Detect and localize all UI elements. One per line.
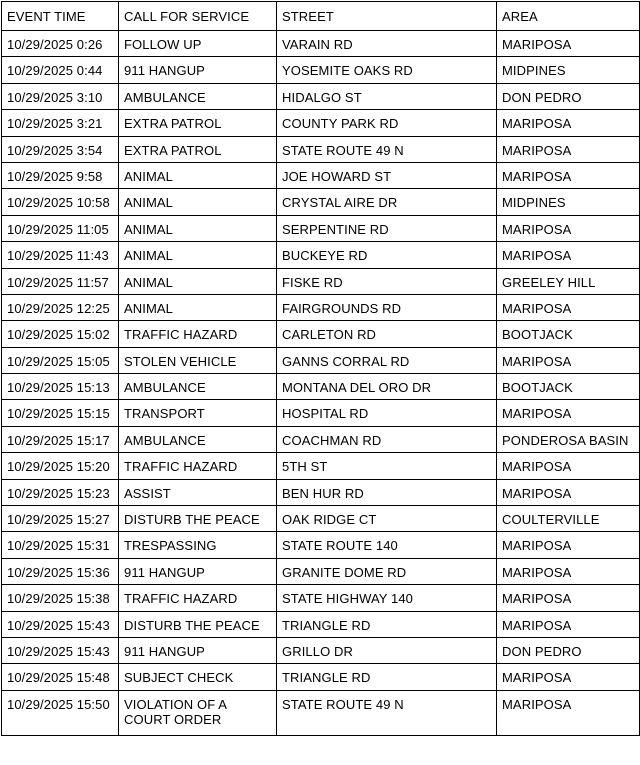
cell-event-time: 10/29/2025 15:13 (2, 374, 119, 400)
table-row (2, 506, 640, 532)
table-row (2, 374, 640, 400)
cell-call-for-service: ANIMAL (119, 268, 277, 294)
cell-event-time: 10/29/2025 15:20 (2, 453, 119, 479)
cell-area: MARIPOSA (497, 136, 640, 162)
cell-event-time: 10/29/2025 11:57 (2, 268, 119, 294)
cell-street: STATE ROUTE 49 N (277, 690, 497, 735)
cell-area: MARIPOSA (497, 31, 640, 57)
cell-event-time: 10/29/2025 15:48 (2, 664, 119, 690)
table-row (2, 637, 640, 663)
cell-call-for-service: DISTURB THE PEACE (119, 611, 277, 637)
table-row (2, 294, 640, 320)
table-row (2, 268, 640, 294)
cell-event-time: 10/29/2025 15:31 (2, 532, 119, 558)
cell-street: GRILLO DR (277, 637, 497, 663)
cell-area: DON PEDRO (497, 83, 640, 109)
table-row (2, 400, 640, 426)
cell-call-for-service: 911 HANGUP (119, 637, 277, 663)
cell-call-for-service: ASSIST (119, 479, 277, 505)
cell-call-for-service: TRAFFIC HAZARD (119, 585, 277, 611)
cell-area: MARIPOSA (497, 611, 640, 637)
cell-event-time: 10/29/2025 10:58 (2, 189, 119, 215)
table-row (2, 453, 640, 479)
cell-street: COACHMAN RD (277, 426, 497, 452)
cell-event-time: 10/29/2025 12:25 (2, 294, 119, 320)
table-row (2, 83, 640, 109)
cell-street: BUCKEYE RD (277, 242, 497, 268)
header-call-for-service: CALL FOR SERVICE (119, 2, 277, 31)
cell-call-for-service: DISTURB THE PEACE (119, 506, 277, 532)
table-row (2, 136, 640, 162)
cell-event-time: 10/29/2025 11:05 (2, 215, 119, 241)
cell-area: COULTERVILLE (497, 506, 640, 532)
cell-call-for-service: EXTRA PATROL (119, 110, 277, 136)
cell-street: CARLETON RD (277, 321, 497, 347)
cell-street: YOSEMITE OAKS RD (277, 57, 497, 83)
cell-street: STATE ROUTE 140 (277, 532, 497, 558)
header-street: STREET (277, 2, 497, 31)
cell-area: BOOTJACK (497, 374, 640, 400)
table-row (2, 242, 640, 268)
cell-street: 5TH ST (277, 453, 497, 479)
cell-street: GRANITE DOME RD (277, 558, 497, 584)
cell-call-for-service: ANIMAL (119, 215, 277, 241)
table-row (2, 479, 640, 505)
table-row (2, 347, 640, 373)
cell-street: COUNTY PARK RD (277, 110, 497, 136)
cell-call-for-service: FOLLOW UP (119, 31, 277, 57)
cell-area: MARIPOSA (497, 242, 640, 268)
cell-event-time: 10/29/2025 15:43 (2, 611, 119, 637)
cell-street: HOSPITAL RD (277, 400, 497, 426)
table-body (2, 31, 640, 736)
cell-street: SERPENTINE RD (277, 215, 497, 241)
cell-call-for-service: ANIMAL (119, 189, 277, 215)
cell-event-time: 10/29/2025 9:58 (2, 162, 119, 188)
table-row (2, 690, 640, 735)
cell-area: MIDPINES (497, 189, 640, 215)
cell-street: FAIRGROUNDS RD (277, 294, 497, 320)
cell-area: MIDPINES (497, 57, 640, 83)
cell-area: MARIPOSA (497, 215, 640, 241)
cell-event-time: 10/29/2025 15:43 (2, 637, 119, 663)
cell-call-for-service: AMBULANCE (119, 83, 277, 109)
cell-street: TRIANGLE RD (277, 611, 497, 637)
cell-event-time: 10/29/2025 15:27 (2, 506, 119, 532)
cell-event-time: 10/29/2025 3:54 (2, 136, 119, 162)
cell-call-for-service: TRAFFIC HAZARD (119, 321, 277, 347)
cell-street: CRYSTAL AIRE DR (277, 189, 497, 215)
table-row (2, 585, 640, 611)
cell-event-time: 10/29/2025 15:23 (2, 479, 119, 505)
cell-area: DON PEDRO (497, 637, 640, 663)
cell-area: MARIPOSA (497, 479, 640, 505)
cell-event-time: 10/29/2025 15:50 (2, 690, 119, 735)
cell-street: STATE HIGHWAY 140 (277, 585, 497, 611)
cell-street: BEN HUR RD (277, 479, 497, 505)
cell-area: MARIPOSA (497, 110, 640, 136)
cell-event-time: 10/29/2025 15:17 (2, 426, 119, 452)
header-row (2, 2, 640, 31)
cell-area: PONDEROSA BASIN (497, 426, 640, 452)
cell-street: VARAIN RD (277, 31, 497, 57)
cell-event-time: 10/29/2025 15:02 (2, 321, 119, 347)
table-row (2, 57, 640, 83)
cell-event-time: 10/29/2025 15:38 (2, 585, 119, 611)
cell-street: FISKE RD (277, 268, 497, 294)
cell-street: OAK RIDGE CT (277, 506, 497, 532)
cell-event-time: 10/29/2025 15:36 (2, 558, 119, 584)
cell-call-for-service: TRESPASSING (119, 532, 277, 558)
cell-event-time: 10/29/2025 11:43 (2, 242, 119, 268)
cell-call-for-service: SUBJECT CHECK (119, 664, 277, 690)
cell-call-for-service: EXTRA PATROL (119, 136, 277, 162)
calls-for-service-table (1, 1, 640, 736)
table-row (2, 162, 640, 188)
cell-event-time: 10/29/2025 15:15 (2, 400, 119, 426)
table-row (2, 31, 640, 57)
cell-area: MARIPOSA (497, 585, 640, 611)
cell-call-for-service: 911 HANGUP (119, 57, 277, 83)
cell-call-for-service: AMBULANCE (119, 426, 277, 452)
cell-street: JOE HOWARD ST (277, 162, 497, 188)
cell-call-for-service: TRANSPORT (119, 400, 277, 426)
cell-event-time: 10/29/2025 3:10 (2, 83, 119, 109)
cell-street: STATE ROUTE 49 N (277, 136, 497, 162)
header-event-time: EVENT TIME (2, 2, 119, 31)
header-area: AREA (497, 2, 640, 31)
cell-street: HIDALGO ST (277, 83, 497, 109)
cell-call-for-service: ANIMAL (119, 294, 277, 320)
cell-street: MONTANA DEL ORO DR (277, 374, 497, 400)
cell-event-time: 10/29/2025 0:44 (2, 57, 119, 83)
cell-call-for-service: 911 HANGUP (119, 558, 277, 584)
cell-street: TRIANGLE RD (277, 664, 497, 690)
cell-area: GREELEY HILL (497, 268, 640, 294)
table-row (2, 611, 640, 637)
table-row (2, 189, 640, 215)
table-row (2, 532, 640, 558)
cell-area: MARIPOSA (497, 162, 640, 188)
table-row (2, 110, 640, 136)
cell-event-time: 10/29/2025 3:21 (2, 110, 119, 136)
cell-call-for-service: ANIMAL (119, 242, 277, 268)
cell-area: MARIPOSA (497, 347, 640, 373)
cell-call-for-service: STOLEN VEHICLE (119, 347, 277, 373)
cell-area: MARIPOSA (497, 558, 640, 584)
cell-event-time: 10/29/2025 0:26 (2, 31, 119, 57)
cell-area: MARIPOSA (497, 294, 640, 320)
table-row (2, 664, 640, 690)
table-row (2, 426, 640, 452)
cell-event-time: 10/29/2025 15:05 (2, 347, 119, 373)
cell-area: MARIPOSA (497, 400, 640, 426)
cell-call-for-service: AMBULANCE (119, 374, 277, 400)
cell-area: MARIPOSA (497, 532, 640, 558)
table-row (2, 215, 640, 241)
cell-street: GANNS CORRAL RD (277, 347, 497, 373)
table-row (2, 558, 640, 584)
cell-area: MARIPOSA (497, 453, 640, 479)
cell-area: BOOTJACK (497, 321, 640, 347)
cell-area: MARIPOSA (497, 690, 640, 735)
table-row (2, 321, 640, 347)
cell-call-for-service: VIOLATION OF A COURT ORDER (119, 690, 277, 735)
cell-call-for-service: ANIMAL (119, 162, 277, 188)
cell-call-for-service: TRAFFIC HAZARD (119, 453, 277, 479)
cell-area: MARIPOSA (497, 664, 640, 690)
